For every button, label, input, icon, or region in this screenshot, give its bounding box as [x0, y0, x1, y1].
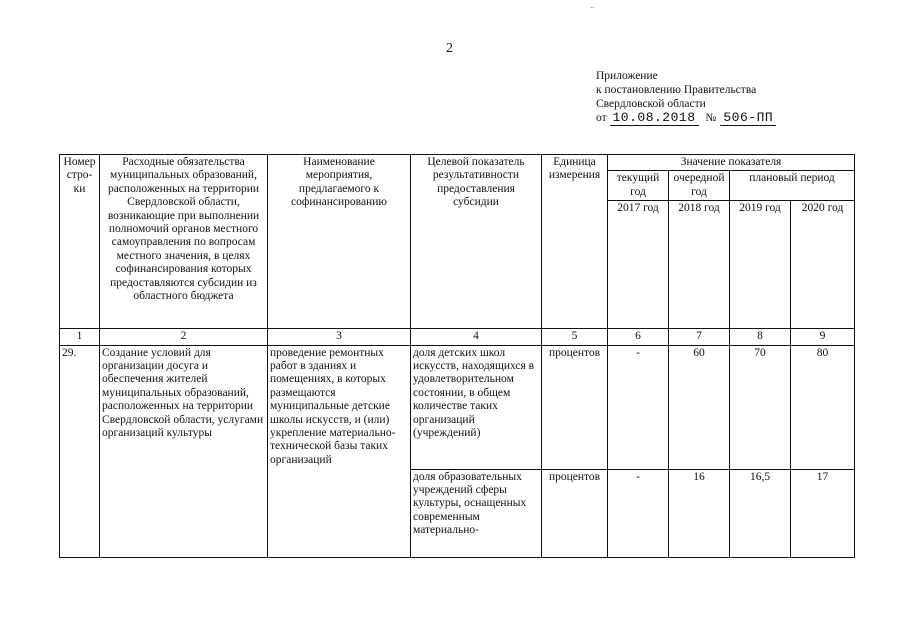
annex-resolution: к постановлению Правительства — [596, 84, 757, 96]
indicator-name: доля образовательных учреждений сферы культуры, оснащенных современным материально- — [411, 469, 542, 557]
column-number: 5 — [542, 329, 608, 345]
column-number: 2 — [100, 329, 268, 345]
value-2017: - — [608, 345, 669, 469]
value-2020: 80 — [791, 345, 855, 469]
header-year-2018: 2018 год — [669, 201, 730, 329]
column-number: 3 — [268, 329, 411, 345]
annex-from-label: от — [596, 112, 607, 124]
scan-mark: .. — [590, 0, 595, 10]
indicator-unit: процентов — [542, 469, 608, 557]
header-year-2019: 2019 год — [730, 201, 791, 329]
table-row — [60, 345, 855, 469]
header-year-2017: 2017 год — [608, 201, 669, 329]
annex-block — [596, 69, 776, 125]
column-number: 8 — [730, 329, 791, 345]
column-number: 7 — [669, 329, 730, 345]
header-row-no: Номер стро-ки — [60, 155, 100, 329]
value-2019: 70 — [730, 345, 791, 469]
row-measure: проведение ремонтных работ в зданиях и помещениях, в которых размещаются муниципальные детские школы искусств, и (или) укрепление материально-технической базы таких организаций — [268, 345, 411, 557]
column-number: 6 — [608, 329, 669, 345]
header-indicator: Целевой показатель результативности предоставления субсидии — [411, 155, 542, 329]
subsidy-table — [59, 154, 855, 558]
page-number: 2 — [446, 41, 453, 56]
value-2018: 16 — [669, 469, 730, 557]
header-current-year: текущий год — [608, 171, 669, 201]
indicator-unit: процентов — [542, 345, 608, 469]
annex-number: 506-ПП — [720, 110, 776, 126]
header-unit: Единица измерения — [542, 155, 608, 329]
header-value: Значение показателя — [608, 155, 855, 171]
header-row-1 — [60, 155, 855, 171]
annex-title: Приложение — [596, 70, 658, 82]
column-number: 4 — [411, 329, 542, 345]
value-2017: - — [608, 469, 669, 557]
column-number: 9 — [791, 329, 855, 345]
annex-number-label: № — [705, 112, 717, 124]
value-2019: 16,5 — [730, 469, 791, 557]
value-2018: 60 — [669, 345, 730, 469]
column-numbers-row — [60, 329, 855, 345]
annex-date-line — [596, 111, 776, 125]
annex-region: Свердловской области — [596, 98, 706, 110]
row-obligation: Создание условий для организации досуга и обеспечения жителей муниципальных образований, расположенных на территории Свердловской области, услугами организаций культуры — [100, 345, 268, 557]
value-2020: 17 — [791, 469, 855, 557]
header-planning-period: плановый период — [730, 171, 855, 201]
header-year-2020: 2020 год — [791, 201, 855, 329]
row-number: 29. — [60, 345, 100, 557]
annex-date: 10.08.2018 — [610, 110, 699, 126]
indicator-name: доля детских школ искусств, находящихся в удовлетворительном состоянии, в общем количестве таких организаций (учреждений) — [411, 345, 542, 469]
header-obligations: Расходные обязательства муниципальных образований, расположенных на территории Свердловской области, возникающие при выполнении полномочий органов местного самоуправления по вопросам местного значения, в целях софинансирования которых предоставляются субсидии из областного бюджета — [100, 155, 268, 329]
column-number: 1 — [60, 329, 100, 345]
header-measure: Наименование мероприятия, предлагаемого к софинансированию — [268, 155, 411, 329]
header-next-year: очередной год — [669, 171, 730, 201]
